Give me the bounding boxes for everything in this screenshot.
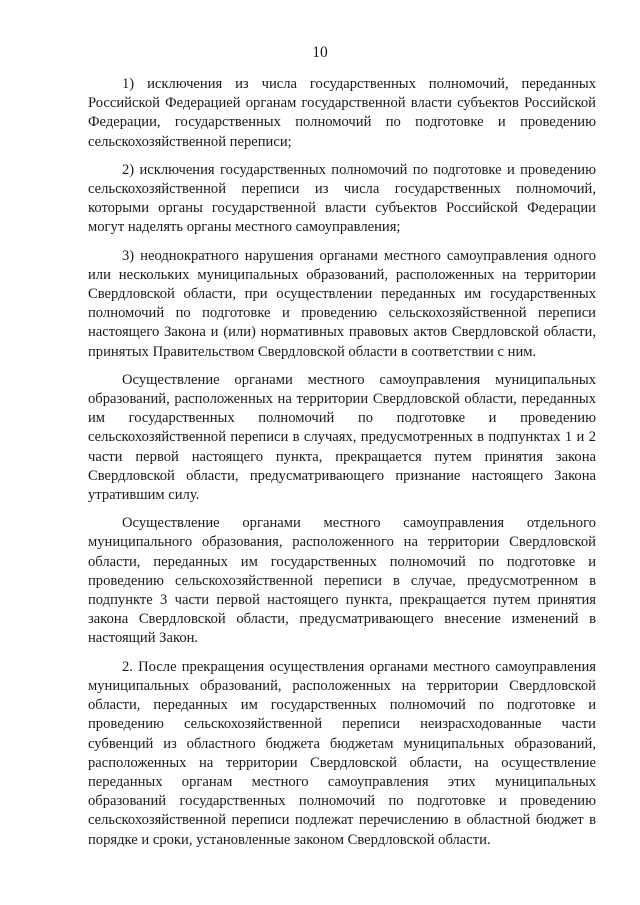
paragraph-termination-case-3: Осуществление органами местного самоуправления отдельного муниципального образования, расположенного на территории Свердловской области, переданных им государственных полномочий по подготовке и проведению сельскохозяйственной переписи в случае, предусмотренном в подпункте 3 части первой настоящего пункта, прекращается путем принятия закона Свердловской области, предусматривающего внесение изменений в настоящий Закон. [88,515,596,647]
document-body [88,75,596,859]
page-number: 10 [312,44,328,61]
paragraph-subitem-2: 2) исключения государственных полномочий по подготовке и проведению сельскохозяйственной переписи из числа государственных полномочий, которыми органы государственной власти субъектов Российской Федерации могут наделять органы местного самоуправления; [88,161,596,236]
paragraph-termination-cases-1-2: Осуществление органами местного самоуправления муниципальных образований, расположенных на территории Свердловской области, переданных им государственных полномочий по подготовке и проведению сельскохозяйственной переписи в случаях, предусмотренных в подпунктах 1 и 2 части первой настоящего пункта, прекращается путем принятия закона Свердловской области, предусматривающего признание настоящего Закона утратившим силу. [88,371,596,504]
paragraph-subitem-1: 1) исключения из числа государственных полномочий, переданных Российской Федерацией органам государственной власти субъектов Российской Федерации, государственных полномочий по подготовке и проведению сельскохозяйственной переписи; [88,76,596,150]
paragraph-item-2: 2. После прекращения осуществления органами местного самоуправления муниципальных образований, расположенных на территории Свердловской области, переданных им государственных полномочий по подготовке и проведению сельскохозяйственной переписи неизрасходованные части субвенций из областного бюджета бюджетам муниципальных образований, расположенных на территории Свердловской области, на осуществление переданных органам местного самоуправления этих муниципальных образований государственных полномочий по подготовке и проведению сельскохозяйственной переписи подлежат перечислению в областной бюджет в порядке и сроки, установленные законом Свердловской области. [88,658,596,848]
paragraph-subitem-3: 3) неоднократного нарушения органами местного самоуправления одного или нескольких муниципальных образований, расположенных на территории Свердловской области, при осуществлении переданных им государственных полномочий по подготовке и проведению сельскохозяйственной переписи настоящего Закона и (или) нормативных правовых актов Свердловской области, принятых Правительством Свердловской области в соответствии с ним. [88,247,596,360]
